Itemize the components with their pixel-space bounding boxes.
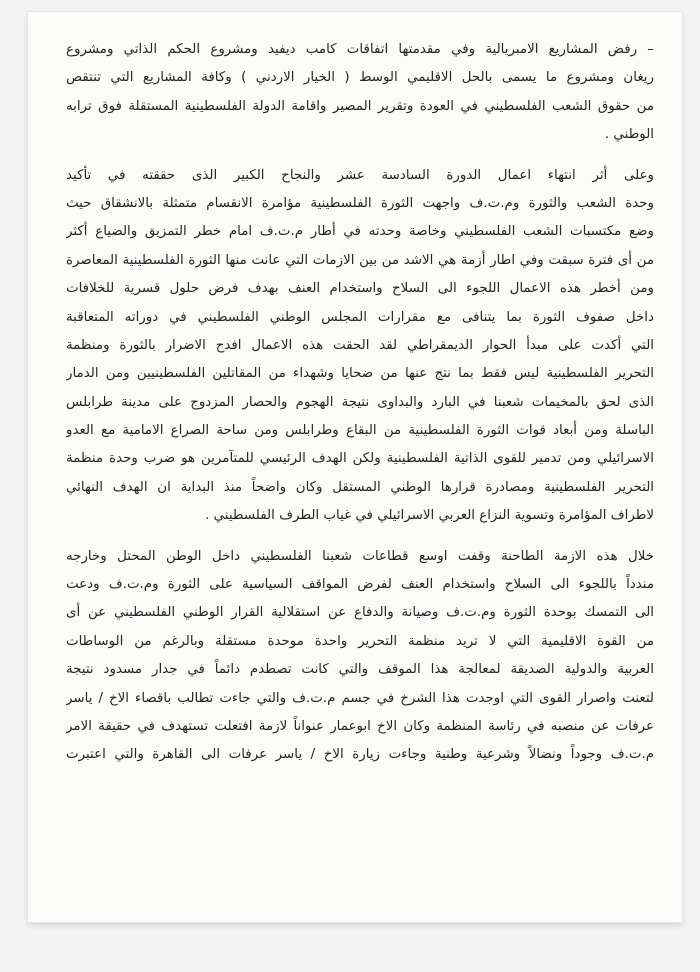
text-line: لاطراف المؤامرة وتسوية النزاع العربي الاسرائيلي في غياب الطرف الفلسطيني . — [205, 508, 654, 524]
text-line: لتعنت واصرار القوى التي اوجدت هذا الشرخ في جسم م.ت.ف والتي جاءت تطالب باقصاء الاخ / ياسر — [66, 690, 654, 706]
text-line: الى التمسك بوحدة الثورة وم.ت.ف وصيانة والدفاع عن استقلالية القرار الوطني الفلسطيني عن أى — [66, 605, 654, 621]
text-line: التي أكدت على مبدأ الحوار الديمقراطي لقد الحقت هذه الاعمال افدح الاضرار بالثورة ومنظمة — [66, 337, 654, 353]
text-line: العربية والدولية الصديقة لمعالجة هذا الموقف والتي كانت تصطدم دائماً في جدار مسدود نتيجة — [66, 662, 654, 678]
text-line: م.ت.ف وجوداً ونضالاً وشرعية وطنية وجاءت زيارة الاخ / ياسر عرفات الى القاهرة والتي اعتبرت — [66, 747, 654, 763]
text-line: وعلى أثر انتهاء اعمال الدورة السادسة عشر والنجاح الكبير الذى حققته في تأكيد — [66, 167, 654, 183]
text-line: وضع مكتسبات الشعب الفلسطيني وخاصة وحدته في أطار م.ت.ف امام خطر التمزيق والضياع أكثر — [66, 224, 654, 240]
document-body — [66, 36, 654, 770]
paragraph-gap — [66, 150, 654, 162]
text-line: الاسرائيلي ومن تدمير للقوى الذاتية الفلسطينية ولكن الهدف الرئيسي للمتآمرين هو ضرب وحدة منظمة — [66, 451, 654, 467]
paragraph — [66, 162, 654, 531]
text-line: التحرير الفلسطينية ليس فقط بما نتج عنها من ضحايا وشهداء من المقاتلين الفلسطينيين ومن الدمار — [66, 366, 654, 382]
text-line: التحرير الفلسطينية ومصادرة قرارها الوطني المستقل وكان واضحاً منذ البداية ان الهدف النهائي — [66, 479, 654, 495]
paragraph-gap — [66, 531, 654, 543]
text-line: عرفات عن منصبه في رئاسة المنظمة وكان الاخ ابوعمار عنواناً لازمة افتعلت تستهدف في حقيقة الامر — [66, 718, 654, 734]
text-line: الذى لحق بالمخيمات شعبنا في البارد والبداوى نتيجة الهجوم والحصار المزدوج على مدينة طرابلس — [66, 394, 654, 410]
text-line: من القوة الاقليمية التي لا تريد منظمة التحرير واحدة موحدة مستقلة وبالرغم من الوساطات — [66, 633, 654, 649]
document-sheet — [28, 12, 682, 922]
text-line: خلال هذه الازمة الطاحنة وقفت اوسع قطاعات شعبنا الفلسطيني داخل الوطن المحتل وخارجه — [66, 548, 654, 564]
text-line: من أى فترة سبقت وفي اطار أزمة هي الاشد من بين الازمات التي عانت منها الثورة الفلسطينية المعاصرة — [66, 252, 654, 268]
text-line: – رفض المشاريع الامبريالية وفي مقدمتها اتفاقات كامب ديفيد ومشروع الحكم الذاتي ومشروع — [66, 42, 654, 57]
text-line: الباسلة ومن أبعاد قوات الثورة الفلسطينية من البقاع وطرابلس ومن ساحة الصراع الامامية مع العدو — [66, 423, 654, 439]
text-line: الوطني . — [604, 127, 654, 143]
paragraph — [66, 543, 654, 770]
text-line: مندداً باللجوء الى السلاح واستخدام العنف لفرض المواقف السياسية على الثورة وم.ت.ف ودعت — [66, 577, 654, 593]
text-line: وحدة الشعب والثورة وم.ت.ف واجهت الثورة الفلسطينية مؤامرة الانقسام متمثلة بالانشقاق حيث — [66, 195, 654, 211]
text-line: ريغان ومشروع ما يسمى بالحل الاقليمي الوسط ( الخيار الاردني ) وكافة المشاريع التي تنتقص — [66, 70, 654, 86]
text-line: من حقوق الشعب الفلسطيني في العودة وتقرير المصير واقامة الدولة الفلسطينية المستقلة فوق ترابه — [66, 98, 654, 114]
text-line: ومن أخطر هذه الاعمال اللجوء الى السلاح واستخدام العنف بهدف فرض حلول قسرية للخلافات — [66, 281, 654, 297]
paragraph — [66, 36, 654, 150]
text-line: داخل صفوف الثورة بما يتنافى مع مقرارات المجلس الوطني الفلسطيني في دوراته المتعاقبة — [66, 309, 654, 325]
